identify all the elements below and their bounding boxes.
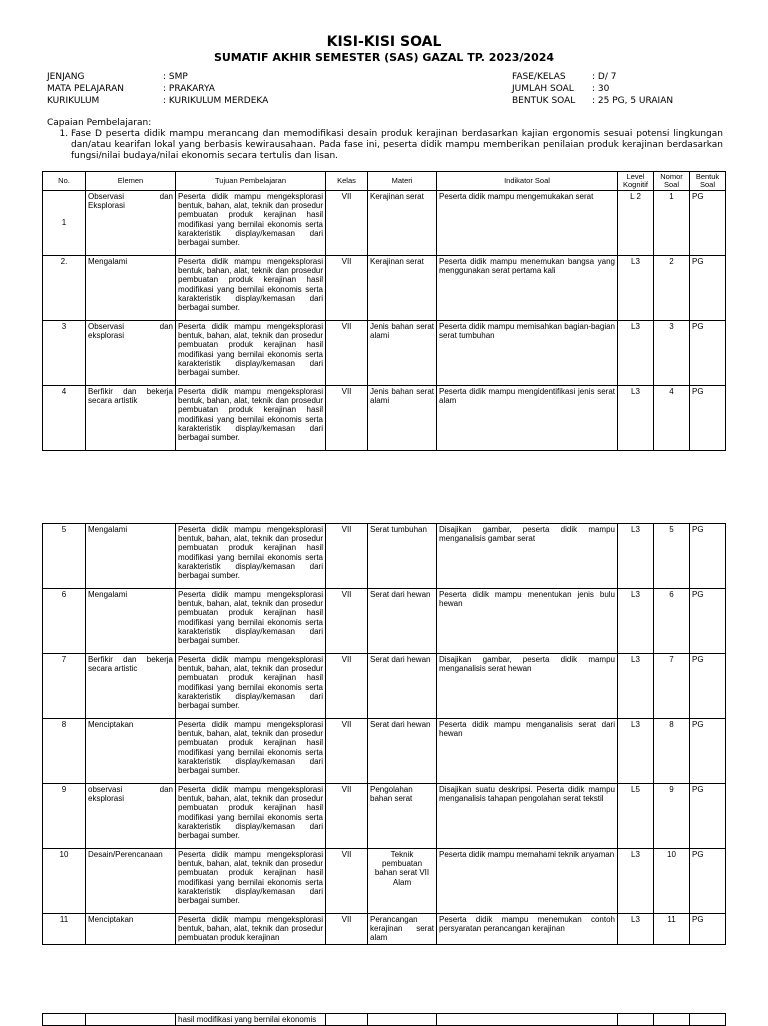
cell-tujuan: Peserta didik mampu mengeksplorasi bentuk, bahan, alat, teknik dan prosedur pembuatan produk kerajinan hasil modifikasi yang bernilai ekonomis serta karakteristik display/kemasan dari berbagai sumber.	[176, 849, 326, 914]
cell-materi: Jenis bahan serat alami	[368, 386, 437, 451]
cell-tujuan: Peserta didik mampu mengeksplorasi bentuk, bahan, alat, teknik dan prosedur pembuatan produk kerajinan hasil modifikasi yang bernilai ekonomis serta karakteristik display/kemasan dari berbagai sumber.	[176, 386, 326, 451]
info-value: : 25 PG, 5 URAIAN	[592, 96, 674, 106]
cell-tujuan: Peserta didik mampu mengeksplorasi bentuk, bahan, alat, teknik dan prosedur pembuatan produk kerajinan hasil modifikasi yang bernilai ekonomis serta karakteristik display/kemasan dari berbagai sumber.	[176, 654, 326, 719]
cell-elemen: Berfikir dan bekerja secara artistik	[86, 386, 176, 451]
table-row	[43, 524, 726, 589]
cell-tujuan: Peserta didik mampu mengeksplorasi bentuk, bahan, alat, teknik dan prosedur pembuatan produk kerajinan hasil modifikasi yang bernilai ekonomis serta karakteristik display/kemasan dari berbagai sumber.	[176, 719, 326, 784]
cell-no: 9	[43, 784, 86, 849]
header-materi: Materi	[368, 172, 437, 191]
cell-no: 3	[43, 321, 86, 386]
cell-elemen: Observasi dan Eksplorasi	[86, 191, 176, 256]
kisi-kisi-table-page-3	[42, 1013, 726, 1026]
kisi-kisi-table-page-2	[42, 523, 726, 945]
header-elemen: Elemen	[86, 172, 176, 191]
cell-materi: Perancangan kerajinan serat alam	[368, 914, 437, 945]
header-level: Level Kognitif	[618, 172, 654, 191]
cell-bentuk: PG	[690, 784, 726, 849]
kisi-kisi-table-page-1	[42, 171, 726, 451]
info-key: JUMLAH SOAL	[512, 84, 574, 94]
cell-bentuk: PG	[690, 719, 726, 784]
cell-nomor: 8	[654, 719, 690, 784]
capaian-label: Capaian Pembelajaran:	[47, 118, 152, 128]
cell-kelas: VII	[326, 256, 368, 321]
cell-materi: Serat dari hewan	[368, 589, 437, 654]
cell-kelas: VII	[326, 719, 368, 784]
header-bentuk: Bentuk Soal	[690, 172, 726, 191]
cell-elemen: Berfikir dan bekerja secara artistic	[86, 654, 176, 719]
cell-kelas: VII	[326, 191, 368, 256]
info-value: : 30	[592, 84, 610, 94]
cell-bentuk: PG	[690, 849, 726, 914]
cell-tujuan: Peserta didik mampu mengeksplorasi bentuk, bahan, alat, teknik dan prosedur pembuatan produk kerajinan hasil modifikasi yang bernilai ekonomis serta karakteristik display/kemasan dari berbagai sumber.	[176, 524, 326, 589]
table-header-row	[43, 172, 726, 191]
cell-tujuan: Peserta didik mampu mengeksplorasi bentuk, bahan, alat, teknik dan prosedur pembuatan produk kerajinan hasil modifikasi yang bernilai ekonomis serta karakteristik display/kemasan dari berbagai sumber.	[176, 256, 326, 321]
info-row-kurikulum	[47, 95, 268, 107]
cell-elemen: observasi dan eksplorasi	[86, 784, 176, 849]
cell-level: L3	[618, 849, 654, 914]
header-nomor: Nomor Soal	[654, 172, 690, 191]
cell-indikator: Peserta didik mampu mengidentifikasi jenis serat alam	[437, 386, 618, 451]
cell-indikator: Peserta didik mampu menemukan contoh persyaratan perancangan kerajinan	[437, 914, 618, 945]
cell-bentuk: PG	[690, 386, 726, 451]
cell-kelas: VII	[326, 589, 368, 654]
cell-level: L5	[618, 784, 654, 849]
cell-level: L3	[618, 654, 654, 719]
table-row	[43, 914, 726, 945]
info-key: BENTUK SOAL	[512, 96, 576, 106]
info-row-fase	[512, 71, 673, 83]
table-row	[43, 849, 726, 914]
cell-elemen: Menciptakan	[86, 914, 176, 945]
info-right	[512, 71, 673, 107]
cell-nomor: 3	[654, 321, 690, 386]
cell-nomor: 4	[654, 386, 690, 451]
info-row-mapel	[47, 83, 268, 95]
header-indikator: Indikator Soal	[437, 172, 618, 191]
cell-nomor: 6	[654, 589, 690, 654]
cell-elemen: Desain/Perencanaan	[86, 849, 176, 914]
cell-nomor: 10	[654, 849, 690, 914]
info-value: : PRAKARYA	[163, 84, 215, 94]
cell-indikator: Peserta didik mampu menemukan bangsa yang menggunakan serat pertama kali	[437, 256, 618, 321]
cell-kelas: VII	[326, 654, 368, 719]
cell-bentuk: PG	[690, 589, 726, 654]
capaian-item: 1. Fase D peserta didik mampu merancang dan memodifikasi desain produk kerajinan berdasarkan kajian ergonomis sesuai potensi lingkungan dan/atau kearifan lokal yang berbasis kewirausahaan. Pada fase ini, peserta didik mampu memberikan penilaian produk kerajinan berdasarkan fungsi/nilai budaya/nilai ekonomis secara tertulis dan lisan.	[71, 129, 723, 162]
header-no: No.	[43, 172, 86, 191]
cell-indikator: Peserta didik mampu memisahkan bagian-bagian serat tumbuhan	[437, 321, 618, 386]
cell-indikator: Disajikan gambar, peserta didik mampu menganalisis gambar serat	[437, 524, 618, 589]
header-kelas: Kelas	[326, 172, 368, 191]
cell-nomor: 5	[654, 524, 690, 589]
info-row-bentuk	[512, 95, 673, 107]
cell-level: L3	[618, 914, 654, 945]
cell-kelas: VII	[326, 914, 368, 945]
cell-tujuan: Peserta didik mampu mengeksplorasi bentuk, bahan, alat, teknik dan prosedur pembuatan produk kerajinan hasil modifikasi yang bernilai ekonomis serta karakteristik display/kemasan dari berbagai sumber.	[176, 784, 326, 849]
cell-indikator: Peserta didik mampu memahami teknik anyaman	[437, 849, 618, 914]
cell-no: 6	[43, 589, 86, 654]
cell-kelas: VII	[326, 386, 368, 451]
cell-materi: Pengolahan bahan serat	[368, 784, 437, 849]
table-row	[43, 256, 726, 321]
capaian-list	[47, 129, 723, 162]
cell-no: 7	[43, 654, 86, 719]
cell-bentuk: PG	[690, 191, 726, 256]
cell-elemen: Mengalami	[86, 589, 176, 654]
info-left	[47, 71, 268, 107]
cell-materi: Kerajinan serat	[368, 191, 437, 256]
info-value: : D/ 7	[592, 72, 617, 82]
cell-elemen: Observasi dan eksplorasi	[86, 321, 176, 386]
cell-no: 10	[43, 849, 86, 914]
cell-no: 8	[43, 719, 86, 784]
info-key: MATA PELAJARAN	[47, 84, 124, 94]
cell-level: L3	[618, 719, 654, 784]
cell-kelas: VII	[326, 849, 368, 914]
cell-indikator: Disajikan gambar, peserta didik mampu menganalisis serat hewan	[437, 654, 618, 719]
document-subtitle: SUMATIF AKHIR SEMESTER (SAS) GAZAL TP. 2023/2024	[213, 51, 555, 64]
cell-no: 4	[43, 386, 86, 451]
cell-kelas: VII	[326, 524, 368, 589]
cell-no: 1	[43, 191, 86, 256]
cell-bentuk: PG	[690, 524, 726, 589]
cell-nomor: 11	[654, 914, 690, 945]
cell-elemen: Menciptakan	[86, 719, 176, 784]
cell-tujuan: Peserta didik mampu mengeksplorasi bentuk, bahan, alat, teknik dan prosedur pembuatan produk kerajinan hasil modifikasi yang bernilai ekonomis serta karakteristik display/kemasan dari berbagai sumber.	[176, 321, 326, 386]
cell-elemen: Mengalami	[86, 524, 176, 589]
capaian-pembelajaran	[47, 118, 723, 162]
cell-indikator: Peserta didik mampu mengemukakan serat	[437, 191, 618, 256]
info-key: JENJANG	[47, 72, 85, 82]
cell-tujuan: Peserta didik mampu mengeksplorasi bentuk, bahan, alat, teknik dan prosedur pembuatan produk kerajinan	[176, 914, 326, 945]
table-row	[43, 386, 726, 451]
cell-nomor: 1	[654, 191, 690, 256]
info-value: : KURIKULUM MERDEKA	[163, 96, 269, 106]
info-value: : SMP	[163, 72, 188, 82]
cell-nomor: 2	[654, 256, 690, 321]
table-row	[43, 654, 726, 719]
table-row	[43, 191, 726, 256]
cell-bentuk: PG	[690, 256, 726, 321]
cell-no: 2.	[43, 256, 86, 321]
table-row	[43, 719, 726, 784]
cell-no: 5	[43, 524, 86, 589]
cell-materi: Jenis bahan serat alami	[368, 321, 437, 386]
cell-level: L3	[618, 256, 654, 321]
cell-bentuk: PG	[690, 914, 726, 945]
cell-kelas: VII	[326, 321, 368, 386]
table-row	[43, 589, 726, 654]
cell-bentuk: PG	[690, 321, 726, 386]
info-key: FASE/KELAS	[512, 72, 566, 82]
cell-indikator: Disajikan suatu deskripsi. Peserta didik mampu menganalisis tahapan pengolahan serat tekstil	[437, 784, 618, 849]
cell-materi: Serat tumbuhan	[368, 524, 437, 589]
cell-materi: Serat dari hewan	[368, 654, 437, 719]
document-title: KISI-KISI SOAL	[326, 34, 442, 50]
cell-level: L3	[618, 386, 654, 451]
cell-materi: Teknik pembuatan bahan serat VII Alam	[368, 849, 437, 914]
cell-bentuk: PG	[690, 654, 726, 719]
cell-indikator: Peserta didik mampu menganalisis serat dari hewan	[437, 719, 618, 784]
info-row-jumlah	[512, 83, 673, 95]
cell-level: L3	[618, 589, 654, 654]
cell-tujuan: Peserta didik mampu mengeksplorasi bentuk, bahan, alat, teknik dan prosedur pembuatan produk kerajinan hasil modifikasi yang bernilai ekonomis serta karakteristik display/kemasan dari berbagai sumber.	[176, 589, 326, 654]
table-row	[43, 321, 726, 386]
cell-level: L3	[618, 524, 654, 589]
cell-level: L 2	[618, 191, 654, 256]
table-row	[43, 784, 726, 849]
info-row-jenjang	[47, 71, 268, 83]
cell-materi: Kerajinan serat	[368, 256, 437, 321]
cell-tujuan: Peserta didik mampu mengeksplorasi bentuk, bahan, alat, teknik dan prosedur pembuatan produk kerajinan hasil modifikasi yang bernilai ekonomis serta karakteristik display/kemasan dari berbagai sumber.	[176, 191, 326, 256]
cell-nomor: 9	[654, 784, 690, 849]
cell-level: L3	[618, 321, 654, 386]
info-key: KURIKULUM	[47, 96, 100, 106]
cell-indikator: Peserta didik mampu menentukan jenis bulu hewan	[437, 589, 618, 654]
cell-kelas: VII	[326, 784, 368, 849]
cell-elemen: Mengalami	[86, 256, 176, 321]
cell-nomor: 7	[654, 654, 690, 719]
header-tujuan: Tujuan Pembelajaran	[176, 172, 326, 191]
cell-no: 11	[43, 914, 86, 945]
cell-materi: Serat dari hewan	[368, 719, 437, 784]
cell-tujuan: hasil modifikasi yang bernilai ekonomis	[176, 1014, 326, 1026]
